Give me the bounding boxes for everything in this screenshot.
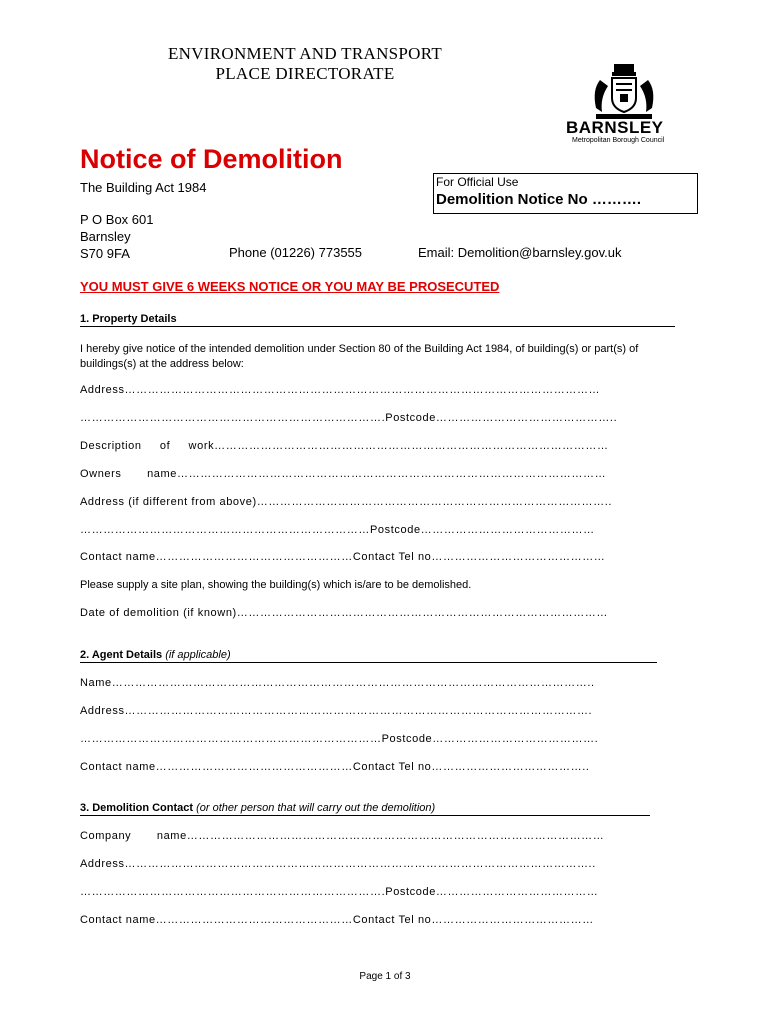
prosecution-warning: YOU MUST GIVE 6 WEEKS NOTICE OR YOU MAY BE PROSECUTED: [80, 279, 500, 294]
page-number: Page 1 of 3: [359, 971, 411, 982]
demolition-notice-number: Demolition Notice No ……….: [436, 191, 642, 208]
section3-title: 3. Demolition Contact: [80, 802, 194, 814]
page-title: Notice of Demolition: [80, 144, 343, 174]
section1-heading: [80, 313, 675, 327]
section1-title: 1. Property Details: [80, 313, 177, 325]
agent-postcode-field[interactable]: ……………………………………………………………………Postcode…………………………………….: [80, 733, 599, 745]
council-logo: [562, 58, 692, 148]
department-line1: ENVIRONMENT AND TRANSPORT: [167, 44, 443, 63]
section3-note: (or other person that will carry out the demolition): [196, 802, 436, 814]
work-description-field[interactable]: Description of work…………………………………………………………………………………………: [80, 440, 609, 452]
section2-title: 2. Agent Details: [80, 649, 163, 661]
section2-note: (if applicable): [165, 649, 231, 661]
logo-name: BARNSLEY: [566, 118, 664, 137]
section2-heading: [80, 649, 657, 663]
contractor-address-field[interactable]: Address…………………………………………………………………………………………………………..: [80, 858, 596, 870]
section1-intro: I hereby give notice of the intended demolition under Section 80 of the Building Act 1984, of building(s) or part(s) of buildings(s) at the address below:: [80, 343, 639, 370]
council-phone: Phone (01226) 773555: [229, 245, 363, 260]
department-heading: [140, 44, 470, 84]
address-line1: P O Box 601: [80, 212, 154, 227]
official-use-box: [433, 173, 698, 214]
contractor-contact-field[interactable]: Contact name……………………………………………Contact Tel no……………………………………: [80, 914, 594, 926]
address-line3: S70 9FA: [80, 246, 130, 261]
property-address-field[interactable]: Address……………………………………………………………………………………………………………: [80, 384, 601, 396]
owner-contact-field[interactable]: Contact name……………………………………………Contact Tel no………………………………………: [80, 551, 606, 563]
owner-postcode-field[interactable]: …………………………………………………………………Postcode………………………………………: [80, 524, 595, 536]
owners-name-field[interactable]: Owners name…………………………………………………………………………………………………: [80, 468, 607, 480]
agent-address-field[interactable]: Address………………………………………………………………………………………………………….: [80, 705, 593, 717]
coat-of-arms-icon: [562, 58, 692, 122]
official-use-label: For Official Use: [436, 175, 519, 189]
council-address: [80, 211, 153, 262]
demolition-date-field[interactable]: Date of demolition (if known)……………………………………………………………………………………: [80, 607, 608, 619]
contractor-postcode-field[interactable]: …………………………………………………………………….Postcode……………………………………: [80, 886, 599, 898]
section3-heading: [80, 802, 650, 816]
agent-name-field[interactable]: Name……………………………………………………………………………………………………………..: [80, 677, 595, 689]
company-name-field[interactable]: Company name………………………………………………………………………………………………: [80, 830, 605, 842]
act-name: The Building Act 1984: [80, 180, 207, 195]
department-line2: PLACE DIRECTORATE: [215, 64, 395, 83]
agent-contact-field[interactable]: Contact name……………………………………………Contact Tel no…………………………………..: [80, 761, 590, 773]
property-postcode-field[interactable]: …………………………………………………………………….Postcode………………………………………..: [80, 412, 618, 424]
council-email[interactable]: Email: Demolition@barnsley.gov.uk: [418, 245, 622, 260]
owner-address-field[interactable]: Address (if different from above)………………………………………………………………………………..: [80, 496, 613, 508]
logo-subtitle: Metropolitan Borough Council: [572, 137, 665, 144]
site-plan-note: Please supply a site plan, showing the building(s) which is/are to be demolished.: [80, 579, 472, 591]
address-line2: Barnsley: [80, 229, 131, 244]
